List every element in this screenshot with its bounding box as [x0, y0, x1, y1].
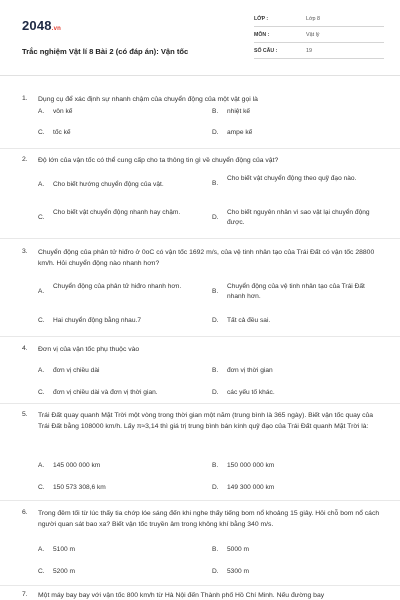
question-divider [0, 148, 400, 149]
option-letter: D. [212, 214, 219, 221]
option-text: 5100 m [53, 546, 75, 553]
question-number: 1. [22, 95, 28, 102]
option-text: đơn vị chiều dài và đơn vị thời gian. [53, 389, 158, 396]
question-number: 3. [22, 248, 28, 255]
option-letter: C. [38, 129, 45, 136]
option-text: các yếu tố khác. [227, 389, 275, 396]
option-letter: C. [38, 568, 45, 575]
meta-value: Lớp 8 [306, 16, 321, 22]
option-text: Cho biết nguyên nhân vì sao vật lại chuyển động được. [227, 209, 370, 226]
option-text: vôn kế [53, 108, 73, 115]
question-number: 2. [22, 156, 28, 163]
option-letter: A. [38, 462, 45, 469]
option-text: 145 000 000 km [53, 462, 101, 469]
meta-label: MÔN : [254, 32, 270, 38]
option-text: 150 573 308,6 km [53, 484, 106, 491]
option-text: Cho biết hướng chuyển động của vật. [53, 181, 164, 188]
meta-label: LỚP : [254, 16, 269, 22]
option-letter: B. [212, 367, 219, 374]
option-letter: D. [212, 317, 219, 324]
option-text: Cho biết vật chuyển động nhanh hay chậm. [53, 209, 181, 216]
option-text: nhiệt kế [227, 108, 251, 115]
question-divider [0, 238, 400, 239]
question-number: 5. [22, 411, 28, 418]
option-letter: B. [212, 180, 219, 187]
header-divider [0, 75, 400, 76]
meta-value: Vật lý [306, 32, 320, 38]
option-letter: A. [38, 546, 45, 553]
question-text: Trái Đất quay quanh Mặt Trời một vòng trong thời gian một năm (trung bình là 365 ngày). Biết vận tốc quay của Trái Đất bằng 108000 km/h. Lấy π≈3,14 thì giá trị trung bình bán kính quỹ đạo của Trái Đất quanh Mặt Trời là: [38, 412, 374, 430]
option-text: Chuyển động của vệ tinh nhân tạo của Trái Đất nhanh hơn. [227, 283, 365, 300]
option-text: 5000 m [227, 546, 249, 553]
option-letter: B. [212, 546, 219, 553]
option-text: Tất cả đều sai. [227, 317, 271, 324]
option-text: đơn vị chiều dài [53, 367, 100, 374]
option-text: 150 000 000 km [227, 462, 275, 469]
question-divider [0, 585, 400, 586]
question-text: Chuyển động của phân tử hiđro ở 0oC có vận tốc 1692 m/s, của vệ tinh nhân tạo của Trái Đất có vận tốc 28800 km/h. Hỏi chuyển động nào nhanh hơn? [38, 249, 375, 267]
site-logo-suffix: .vn [51, 26, 62, 32]
option-text: 149 300 000 km [227, 484, 275, 491]
option-letter: D. [212, 389, 219, 396]
meta-row-class [254, 14, 384, 27]
option-text: đơn vị thời gian [227, 367, 273, 374]
option-letter: B. [212, 462, 219, 469]
question-text: Đơn vị của vận tốc phụ thuộc vào [38, 346, 140, 353]
option-text: Cho biết vật chuyển động theo quỹ đạo nào. [227, 175, 357, 182]
site-logo[interactable] [22, 18, 61, 33]
question-text: Dụng cụ để xác định sự nhanh chậm của chuyển động của một vật gọi là [38, 96, 258, 103]
option-text: Chuyển động của phân tử hiđro nhanh hơn. [53, 283, 182, 290]
option-letter: C. [38, 484, 45, 491]
option-letter: D. [212, 568, 219, 575]
option-text: 5200 m [53, 568, 75, 575]
question-text: Một máy bay bay với vận tốc 800 km/h từ Hà Nội đến Thành phố Hồ Chí Minh. Nếu đường bay [38, 592, 325, 599]
option-letter: C. [38, 214, 45, 221]
option-letter: A. [38, 108, 45, 115]
option-letter: B. [212, 288, 219, 295]
option-letter: C. [38, 389, 45, 396]
question-text: Trong đêm tối từ lúc thấy tia chớp lóe sáng đến khi nghe thấy tiếng bom nổ khoảng 15 giây. Hỏi chỗ bom nổ cách người quan sát bao xa? Biết vận tốc truyền âm trong không khí bằng 340 m/s. [38, 510, 380, 528]
option-letter: A. [38, 367, 45, 374]
option-letter: A. [38, 288, 45, 295]
option-letter: A. [38, 181, 45, 188]
option-letter: D. [212, 484, 219, 491]
question-divider [0, 336, 400, 337]
page-header [22, 14, 382, 68]
option-text: 5300 m [227, 568, 249, 575]
option-text: tốc kế [53, 129, 71, 136]
question-number: 6. [22, 509, 28, 516]
meta-label: SỐ CÂU : [254, 48, 278, 54]
quiz-meta [254, 14, 384, 62]
question-text: Độ lớn của vận tốc có thể cung cấp cho ta thông tin gì về chuyển động của vật? [38, 157, 279, 164]
question-number: 4. [22, 345, 28, 352]
meta-row-subject [254, 30, 384, 43]
option-text: Hai chuyển động bằng nhau.7 [53, 317, 141, 324]
page-title: Trắc nghiệm Vật lí 8 Bài 2 (có đáp án): Vận tốc [22, 47, 189, 56]
question-divider [0, 403, 400, 404]
question-divider [0, 500, 400, 501]
option-letter: D. [212, 129, 219, 136]
question-number: 7. [22, 591, 28, 598]
option-letter: C. [38, 317, 45, 324]
meta-value: 19 [306, 48, 312, 54]
option-letter: B. [212, 108, 219, 115]
site-logo-text: 2048 [22, 18, 52, 33]
meta-row-count [254, 46, 384, 59]
option-text: ampe kế [227, 129, 253, 136]
